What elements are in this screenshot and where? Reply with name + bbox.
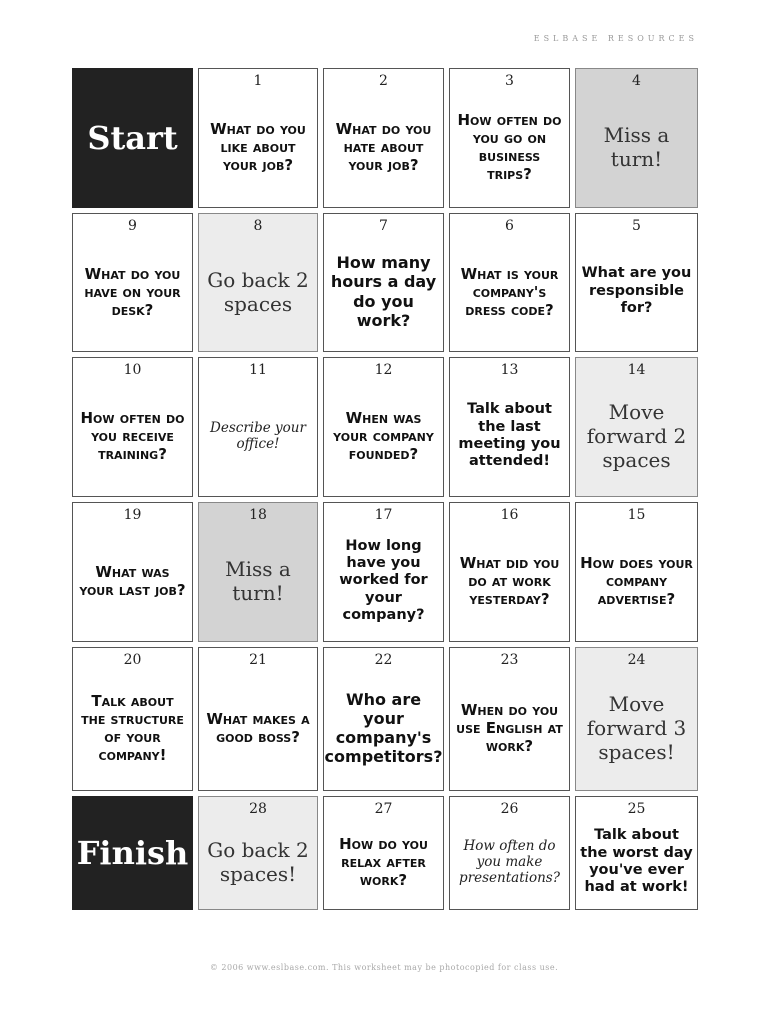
square-number: 7 <box>379 218 388 234</box>
square-16 <box>449 502 570 642</box>
square-text: Move forward 2 spaces <box>586 400 687 472</box>
square-14 <box>575 357 698 497</box>
square-number: 11 <box>249 362 267 378</box>
square-22 <box>323 647 444 791</box>
square-text: What do you like about your job? <box>210 120 306 174</box>
square-number: 26 <box>500 801 519 817</box>
square-20 <box>72 647 193 791</box>
square-number: 12 <box>374 362 393 378</box>
square-number: 13 <box>500 362 519 378</box>
square-text: Talk about the last meeting you attended! <box>458 401 561 470</box>
square-text: How often do you receive training? <box>80 409 185 463</box>
square-text: How does your company advertise? <box>580 554 693 608</box>
square-25 <box>575 796 698 910</box>
square-2 <box>323 68 444 208</box>
square-number: 2 <box>379 73 388 89</box>
square-text: When do you use English at work? <box>456 701 563 755</box>
square-number: 14 <box>627 362 646 378</box>
square-text: Who are your company's competitors? <box>324 689 443 767</box>
square-text: What is your company's dress code? <box>460 264 559 319</box>
square-28 <box>198 796 318 910</box>
square-number: 21 <box>249 652 267 668</box>
square-number: 17 <box>374 507 393 523</box>
game-board <box>72 68 698 910</box>
square-number: 16 <box>500 507 519 523</box>
square-text: What did you do at work yesterday? <box>459 554 560 608</box>
square-6 <box>449 213 570 352</box>
square-text: Move forward 3 spaces! <box>586 692 687 764</box>
square-1 <box>198 68 318 208</box>
square-number: 1 <box>253 73 263 89</box>
square-text: What was your last job? <box>79 563 186 599</box>
square-number: 24 <box>627 652 646 668</box>
start-square <box>72 68 193 208</box>
square-number: 6 <box>505 218 514 234</box>
square-text: How long have you worked for your company? <box>339 537 428 624</box>
square-text: Miss a turn! <box>225 557 291 605</box>
header-caption: ESLBASE RESOURCES <box>533 34 698 43</box>
square-21 <box>198 647 318 791</box>
start-label: Start <box>87 119 178 157</box>
square-number: 10 <box>123 362 142 378</box>
square-text: How do you relax after work? <box>339 835 428 889</box>
square-number: 27 <box>374 801 393 817</box>
square-11 <box>198 357 318 497</box>
square-23 <box>449 647 570 791</box>
square-number: 20 <box>123 652 142 668</box>
square-number: 19 <box>123 507 142 523</box>
square-number: 18 <box>249 507 267 523</box>
square-number: 25 <box>627 801 646 817</box>
square-number: 3 <box>505 73 514 89</box>
square-number: 22 <box>374 652 393 668</box>
square-number: 28 <box>249 801 267 817</box>
finish-square <box>72 796 193 910</box>
square-text: How often do you go on business trips? <box>457 111 562 183</box>
square-13 <box>449 357 570 497</box>
square-17 <box>323 502 444 642</box>
square-text: Miss a turn! <box>603 123 670 171</box>
square-text: What do you have on your desk? <box>84 264 181 319</box>
square-8 <box>198 213 318 352</box>
square-text: Go back 2 spaces! <box>207 838 309 886</box>
square-text: When was your company founded? <box>333 409 434 463</box>
square-text: How often do you make presentations? <box>459 837 560 887</box>
square-text: Go back 2 spaces <box>207 267 309 316</box>
square-18 <box>198 502 318 642</box>
square-number: 4 <box>632 73 641 89</box>
finish-label: Finish <box>76 834 189 872</box>
square-7 <box>323 213 444 352</box>
square-number: 9 <box>128 218 137 234</box>
square-5 <box>575 213 698 352</box>
square-number: 23 <box>500 652 519 668</box>
square-text: What makes a good boss? <box>206 710 310 746</box>
square-12 <box>323 357 444 497</box>
square-text: Describe your office! <box>210 419 306 452</box>
square-26 <box>449 796 570 910</box>
square-3 <box>449 68 570 208</box>
square-number: 8 <box>253 218 263 234</box>
square-9 <box>72 213 193 352</box>
square-24 <box>575 647 698 791</box>
square-15 <box>575 502 698 642</box>
footer-copyright: © 2006 www.eslbase.com. This worksheet may be photocopied for class use. <box>209 963 559 972</box>
square-number: 15 <box>627 507 646 523</box>
square-19 <box>72 502 193 642</box>
square-text: Talk about the worst day you've ever had at work! <box>580 827 693 896</box>
square-number: 5 <box>632 218 641 234</box>
square-27 <box>323 796 444 910</box>
square-text: How many hours a day do you work? <box>330 253 437 330</box>
square-10 <box>72 357 193 497</box>
square-text: Talk about the structure of your company! <box>81 692 184 764</box>
square-text: What do you hate about your job? <box>335 120 432 174</box>
square-4 <box>575 68 698 208</box>
square-text: What are you responsible for? <box>581 265 692 317</box>
